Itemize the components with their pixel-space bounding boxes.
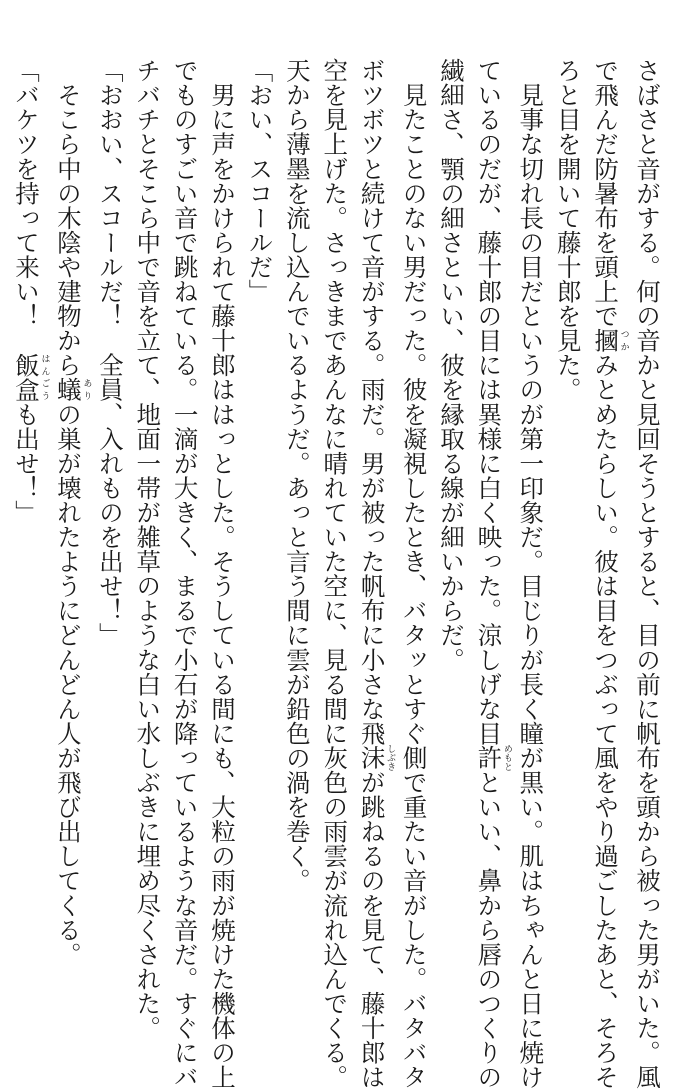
text-line-7: 見たことのない男だった。彼を凝視したとき、バタッとすぐ側で重たい音がした。バタバタ [399,58,429,1089]
furigana-ruby: 許めもと [474,744,512,772]
text-line-12: 男に声をかけられて藤十郎ははっとした。そうしている間にも、大粒の雨が焼けた機体の上 [208,58,238,1089]
vertical-text-body [8,58,666,1089]
text-line-1: さばさと音がする。何の音かと見回そうとすると、目の前に帆布を頭から被った男がいた。風 [633,58,662,1089]
text-line-17: 「バケツを持って来い！ 飯盒はんごうも出せ！」 [12,58,50,525]
text-line-3: ろと目を開いて藤十郎を見た。 [553,58,583,402]
furigana-reading: つか [618,328,629,353]
text-line-16: そこら中の木陰や建物から蟻ありの巣が壊れたようにどんどん人が飛び出してくる。 [53,58,92,967]
text-line-8: ボツボツと続けて音がする。雨だ。男が被った帆布に小さな飛沫しぶきが跳ねるのを見て、藤十郎は [357,58,396,1089]
text-line-2: で飛んだ防暑布を頭上で摑つかみとめたらしい。彼は目をつぶって風をやり過ごしたあと、そろそ [591,58,629,1089]
text-line-5: ているのだが、藤十郎の目には異様に白く映った。涼しげな目許めもとといい、鼻から唇のつくりの [474,58,512,1089]
furigana-reading: しぶき [385,744,396,772]
furigana-ruby: 蟻あり [53,377,92,402]
text-line-11: 「おい、スコールだ」 [245,58,275,304]
text-line-13: でものすごい音で跳ねている。一滴が大きく、まるで小石が降っているような音だ。すぐにバ [170,58,200,1089]
furigana-reading: あり [81,377,92,402]
text-line-9: 空を見上げた。さっきまであんなに晴れていた空に、見る間に灰色の雨雲が流れ込んでくる。 [320,58,350,1089]
furigana-ruby: 沫しぶき [357,744,396,772]
furigana-ruby: 飯盒はんごう [12,352,50,402]
furigana-reading: めもと [501,744,512,772]
text-line-15: 「おおい、スコールだ！ 全員、入れものを出せ！」 [95,58,125,648]
furigana-reading: はんごう [39,352,50,402]
text-line-14: チバチとそこら中で音を立て、地面一帯が雑草のような白い水しぶきに埋め尽くされた。 [133,58,163,1040]
text-line-6: 繊細さ、顎の細さといい、彼を縁取る線が細いからだ。 [436,58,466,672]
text-line-4: 見事な切れ長の目だというのが第一印象だ。目じりが長く瞳が黒い。肌はちゃんと日に焼け [516,58,546,1089]
text-line-10: 天から薄墨を流し込んでいるようだ。あっと言う間に雲が鉛色の渦を巻く。 [282,58,312,893]
furigana-ruby: 摑つか [591,328,629,353]
